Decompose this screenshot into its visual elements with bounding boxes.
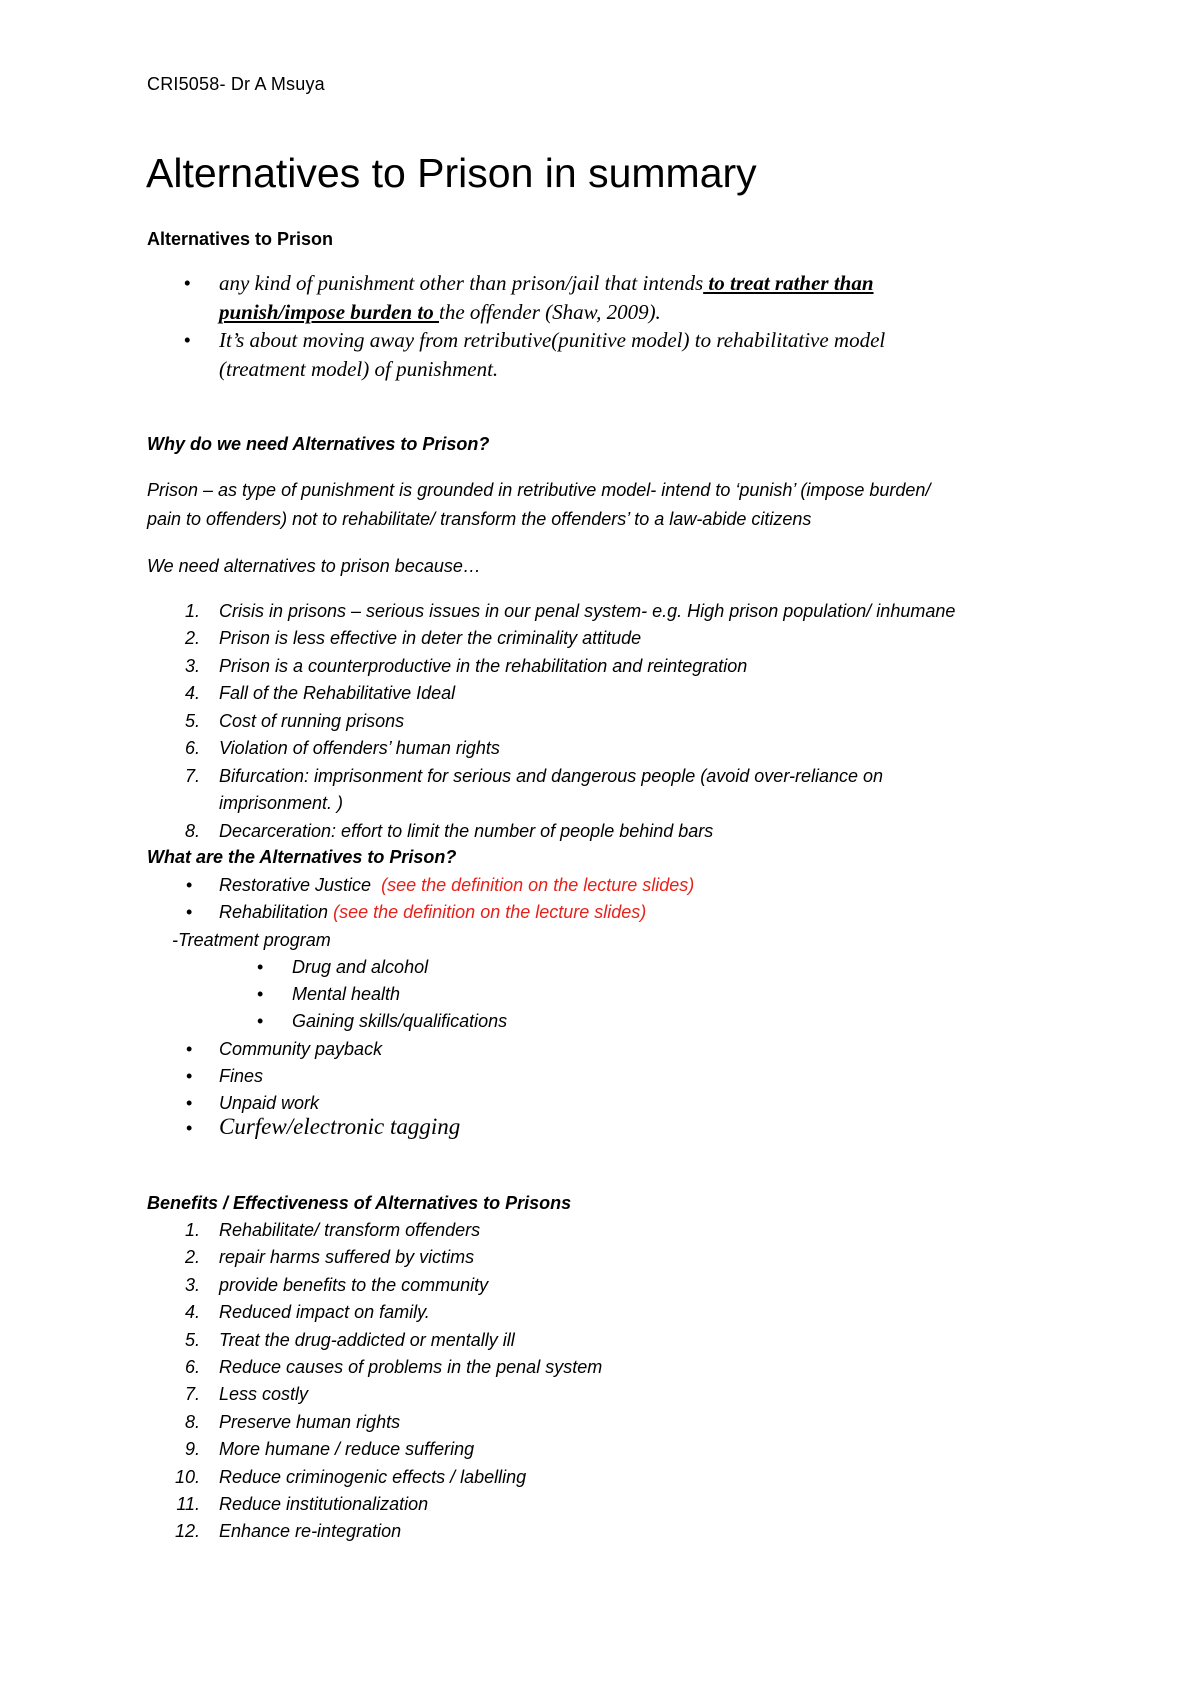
reason-item: Decarceration: effort to limit the number of people behind bars — [219, 821, 714, 841]
reason-number: 5. — [184, 711, 200, 731]
model-line-1: It’s about moving away from retributive(punitive model) to rehabilitative model — [219, 328, 886, 352]
page-header: CRI5058- Dr A Msuya — [147, 74, 325, 94]
bullet-icon: • — [185, 1039, 193, 1059]
treatment-item: Mental health — [292, 984, 401, 1004]
section-heading-benefits: Benefits / Effectiveness of Alternatives to Prisons — [147, 1193, 572, 1213]
benefit-item-number: 3. — [184, 1274, 200, 1295]
definition-line-1 — [219, 271, 874, 296]
benefit-item: Reduce institutionalization — [219, 1494, 429, 1514]
benefit-item: Enhance re-integration — [219, 1521, 402, 1542]
bullet-icon: • — [183, 328, 191, 352]
benefit-item: Reduce criminogenic effects / labelling — [219, 1466, 527, 1487]
benefit-item-number: 6. — [184, 1357, 200, 1377]
benefit-item-number: 9. — [184, 1439, 200, 1460]
why-because: We need alternatives to prison because… — [147, 556, 481, 576]
section-heading-why: Why do we need Alternatives to Prison? — [147, 434, 490, 454]
bullet-icon: • — [256, 957, 264, 977]
benefit-item-number: 10. — [174, 1466, 200, 1487]
bullet-icon: • — [256, 984, 264, 1004]
reason-number: 1. — [184, 601, 200, 621]
list-item-curfew: Curfew/electronic tagging — [219, 1114, 461, 1139]
benefit-item: Treat the drug-addicted or mentally ill — [219, 1329, 515, 1350]
item-note: (see the definition on the lecture slides) — [333, 902, 647, 922]
treatment-item: Gaining skills/qualifications — [292, 1011, 508, 1031]
benefit-item-number: 11. — [176, 1494, 200, 1514]
bullet-icon: • — [185, 1066, 193, 1086]
benefit-item-number: 7. — [184, 1384, 200, 1405]
item-label: Restorative Justice — [219, 875, 372, 895]
benefit-item-number: 5. — [184, 1329, 200, 1350]
why-paragraph-line-2: pain to offenders) not to rehabilitate/ transform the offenders’ to a law-abide citizens — [147, 509, 812, 529]
reason-number: 4. — [184, 683, 200, 703]
bullet-icon: • — [185, 1093, 193, 1113]
reason-number: 8. — [184, 821, 200, 841]
benefit-item: repair harms suffered by victims — [219, 1247, 475, 1268]
reason-item: Crisis in prisons – serious issues in our penal system- e.g. High prison population/ inhumane — [219, 601, 956, 621]
page-title: Alternatives to Prison in summary — [146, 150, 757, 196]
definition-text: any kind of punishment other than prison/jail that intends — [219, 271, 704, 295]
reason-item: Prison is less effective in deter the criminality attitude — [219, 628, 642, 648]
benefit-item: Less costly — [219, 1384, 309, 1405]
benefit-item: Reduced impact on family. — [219, 1302, 430, 1323]
benefit-item: provide benefits to the community — [219, 1274, 489, 1295]
reason-item: Bifurcation: imprisonment for serious and dangerous people (avoid over-reliance on — [219, 766, 884, 786]
definition-emphasis: to treat rather than — [703, 271, 874, 295]
benefit-item-number: 12. — [174, 1521, 200, 1542]
reason-item: Violation of offenders’ human rights — [219, 738, 500, 758]
reason-number: 6. — [184, 738, 200, 758]
reason-number: 3. — [184, 656, 200, 676]
treatment-program-label: -Treatment program — [172, 930, 331, 950]
list-item-rehabilitation — [219, 902, 646, 923]
alternative-item: Fines — [219, 1066, 264, 1086]
reason-item: Prison is a counterproductive in the rehabilitation and reintegration — [219, 656, 748, 676]
reason-number: 2. — [184, 628, 200, 648]
bullet-icon: • — [256, 1011, 264, 1031]
definition-line-2 — [219, 300, 661, 325]
bullet-icon: • — [185, 875, 193, 895]
model-line-2: (treatment model) of punishment. — [219, 357, 499, 381]
benefit-item-number: 4. — [184, 1302, 200, 1323]
alternative-item: Unpaid work — [219, 1093, 320, 1113]
treatment-item: Drug and alcohol — [292, 957, 429, 977]
item-note: (see the definition on the lecture slides) — [381, 875, 695, 895]
benefit-item: Preserve human rights — [219, 1411, 401, 1432]
benefit-item: More humane / reduce suffering — [219, 1439, 475, 1460]
reason-item-continuation: imprisonment. ) — [219, 793, 344, 813]
list-item-restorative-justice — [219, 875, 694, 896]
reason-item: Cost of running prisons — [219, 711, 405, 731]
why-paragraph-line-1: Prison – as type of punishment is grounded in retributive model- intend to ‘punish’ (impose burden/ — [147, 480, 931, 500]
alternative-item: Community payback — [219, 1039, 383, 1059]
bullet-icon: • — [183, 271, 191, 295]
benefit-item-number: 1. — [184, 1220, 200, 1240]
bullet-icon: • — [185, 902, 193, 922]
item-label: Rehabilitation — [219, 902, 329, 922]
benefit-item: Rehabilitate/ transform offenders — [219, 1220, 481, 1240]
definition-citation: the offender (Shaw, 2009). — [438, 300, 661, 324]
reason-number: 7. — [184, 766, 200, 786]
section-heading-alternatives: Alternatives to Prison — [147, 229, 334, 249]
benefit-item-number: 2. — [184, 1247, 200, 1268]
reason-item: Fall of the Rehabilitative Ideal — [219, 683, 456, 703]
section-heading-what: What are the Alternatives to Prison? — [147, 847, 457, 867]
bullet-icon: • — [185, 1118, 193, 1138]
benefit-item-number: 8. — [184, 1411, 200, 1432]
definition-emphasis: punish/impose burden to — [219, 300, 439, 324]
benefit-item: Reduce causes of problems in the penal system — [219, 1357, 603, 1377]
